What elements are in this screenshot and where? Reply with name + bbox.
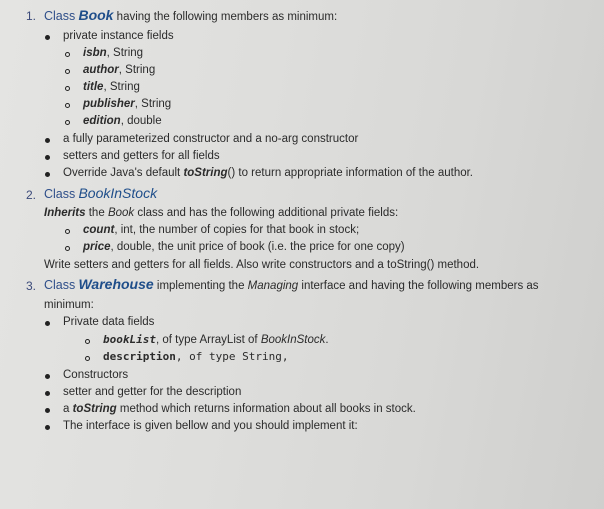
- bullet-icon: [45, 138, 50, 143]
- circle-bullet-icon: [65, 69, 70, 74]
- constructors-bullet-3: Constructors: [63, 369, 129, 381]
- field-name: isbn: [83, 47, 107, 59]
- field-name: edition: [83, 115, 121, 127]
- class-name-warehouse: Warehouse: [78, 276, 154, 292]
- interface-name: Managing: [247, 280, 299, 292]
- class-word: Class: [44, 187, 76, 201]
- class-word: Class: [44, 278, 76, 292]
- item-1-heading-rest: having the following members as minimum:: [116, 11, 338, 23]
- bullet-icon: [45, 425, 50, 430]
- field-isbn: [83, 46, 143, 60]
- field-count: [83, 223, 359, 237]
- field-title: [83, 80, 140, 94]
- class-name-bookinstock: BookInStock: [78, 185, 158, 201]
- inherits-pre: the: [85, 207, 108, 219]
- field-type: , String: [118, 64, 156, 76]
- inherits-post: class and has the following additional private fields:: [134, 207, 399, 219]
- bullet-icon: [45, 391, 50, 396]
- interface-bullet: The interface is given bellow and you should implement it:: [63, 420, 358, 432]
- field-type: , String: [134, 98, 172, 110]
- field-type: , String: [106, 47, 144, 59]
- field-price: [83, 240, 405, 254]
- tostring-bullet: [63, 402, 416, 416]
- circle-bullet-icon: [65, 86, 70, 91]
- item-2-footer: Write setters and getters for all fields. Also write constructors and a toString() method.: [44, 259, 480, 271]
- override-text-end: () to return appropriate information of the author.: [227, 167, 474, 179]
- field-post: .: [325, 334, 329, 346]
- item-2-heading: [44, 186, 157, 202]
- field-pre: , of type ArrayList of: [155, 334, 261, 346]
- field-author: [83, 63, 155, 77]
- bullet-icon: [45, 35, 50, 40]
- private-data-heading: Private data fields: [63, 316, 155, 328]
- field-description: , double, the unit price of book (i.e. the price for one copy): [110, 241, 405, 253]
- field-pre: , of type String,: [175, 350, 289, 363]
- impl-pre: implementing the: [156, 280, 248, 292]
- field-description: [103, 350, 288, 364]
- circle-bullet-icon: [65, 52, 70, 57]
- inherits-word: Inherits: [44, 207, 86, 219]
- bullet-icon: [45, 172, 50, 177]
- bullet-icon: [45, 321, 50, 326]
- method-name: toString: [72, 403, 117, 415]
- circle-bullet-icon: [65, 229, 70, 234]
- bullet-icon: [45, 374, 50, 379]
- field-booklist: [103, 333, 329, 347]
- item-3-heading: [44, 277, 539, 293]
- setter-getter-bullet: setter and getter for the description: [63, 386, 242, 398]
- constructors-bullet: a fully parameterized constructor and a no-arg constructor: [63, 133, 359, 145]
- circle-bullet-icon: [65, 120, 70, 125]
- bullet-icon: [45, 408, 50, 413]
- override-bullet: [63, 166, 473, 180]
- method-name: toString: [183, 167, 228, 179]
- item-2-number: 2.: [26, 188, 37, 202]
- circle-bullet-icon: [85, 339, 90, 344]
- inherits-line: [44, 206, 398, 220]
- minimum-label: minimum:: [44, 299, 94, 311]
- field-name: price: [83, 241, 111, 253]
- override-text: Override Java's default: [63, 167, 184, 179]
- class-name-book: Book: [78, 7, 114, 23]
- field-type: BookInStock: [260, 334, 326, 346]
- field-name: bookList: [103, 333, 156, 346]
- field-name: title: [83, 81, 104, 93]
- field-edition: [83, 114, 162, 128]
- private-fields-heading: private instance fields: [63, 30, 174, 42]
- field-description: , int, the number of copies for that book in stock;: [114, 224, 360, 236]
- field-type: , double: [120, 115, 162, 127]
- field-name: publisher: [83, 98, 135, 110]
- class-word: Class: [44, 9, 76, 23]
- impl-post: interface and having the following members as: [298, 280, 539, 292]
- field-type: , String: [103, 81, 140, 93]
- field-name: description: [103, 350, 176, 363]
- item-1-number: 1.: [26, 9, 37, 23]
- field-name: count: [83, 224, 115, 236]
- field-publisher: [83, 97, 171, 111]
- tostring-pre: a: [63, 403, 73, 415]
- circle-bullet-icon: [65, 103, 70, 108]
- bullet-icon: [45, 155, 50, 160]
- item-1-heading: [44, 8, 337, 24]
- tostring-post: method which returns information about all books in stock.: [116, 403, 416, 415]
- setters-bullet: setters and getters for all fields: [63, 150, 220, 162]
- item-3-number: 3.: [26, 279, 37, 293]
- circle-bullet-icon: [65, 246, 70, 251]
- inherits-class: Book: [107, 207, 135, 219]
- field-name: author: [83, 64, 119, 76]
- circle-bullet-icon: [85, 356, 90, 361]
